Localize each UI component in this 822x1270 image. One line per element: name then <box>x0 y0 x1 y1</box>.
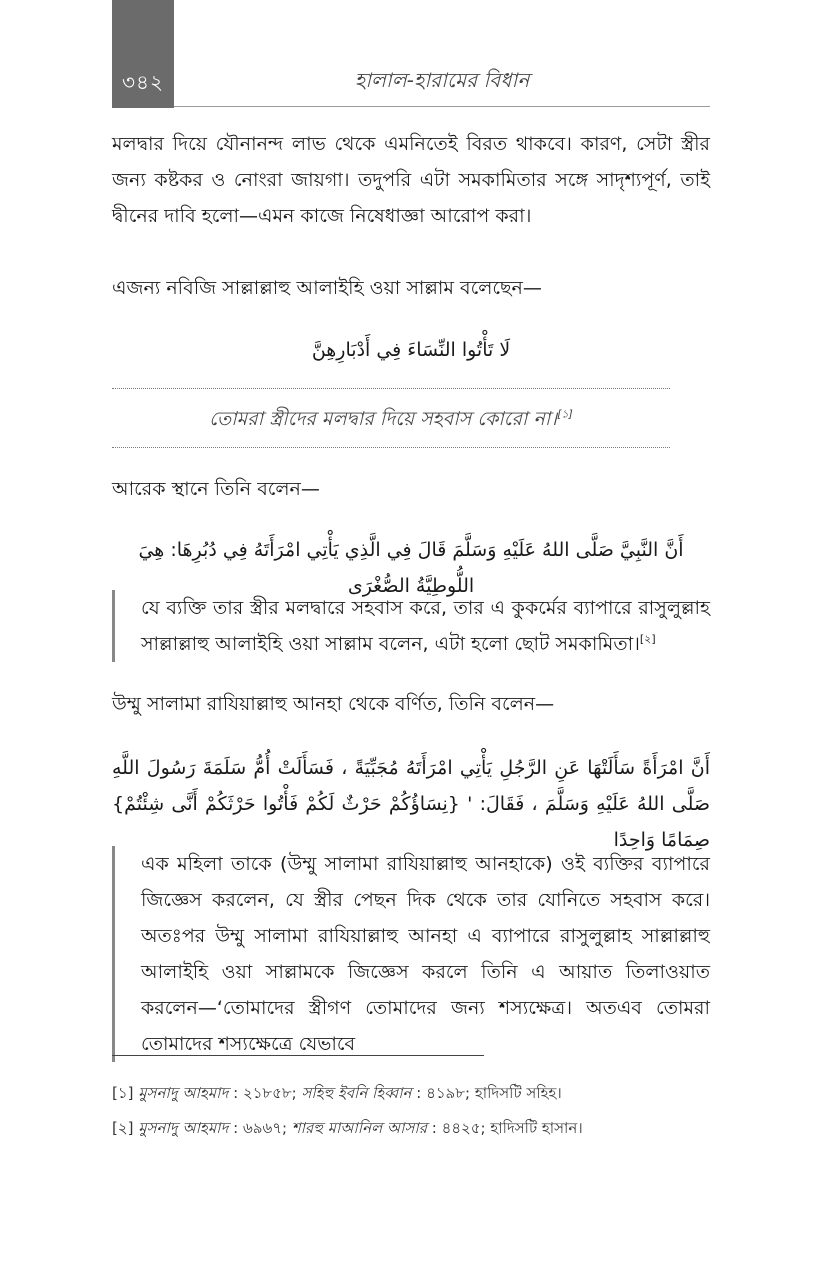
footnote-rule <box>112 1055 484 1056</box>
footnote-ref-1[interactable]: [১] <box>557 407 573 421</box>
footnote-2 <box>112 1117 710 1139</box>
translation-quote-2 <box>112 590 710 662</box>
dotted-rule-top <box>112 388 670 389</box>
arabic-hadith-3: أَنَّ امْرَأَةً سَأَلَتْهَا عَنِ الرَّجُلِ يَأْتِي امْرَأَتَهُ مُجَبِّيَةً ، فَسَأَلَتْ أُمُّ سَلَمَةَ رَسُولَ اللَّهِ صَلَّى اللهُ عَلَيْهِ وَسَلَّمَ ، فَقَالَ: ' {نِسَاؤُكُمْ حَرْثٌ لَكُمْ فَأْتُوا حَرْثَكُمْ أَنَّى شِئْتُمْ} صِمَامًا وَاحِدًا <box>112 757 710 851</box>
intro-3: উম্মু সালামা রাযিয়াল্লাহু আনহা থেকে বর্ণিত, তিনি বলেন— <box>112 693 555 715</box>
paragraph-1: মলদ্বার দিয়ে যৌনানন্দ লাভ থেকে এমনিতেই বিরত থাকবে। কারণ, সেটা স্ত্রীর জন্য কষ্টকর ও নোংরা জায়গা। তদুপরি এটা সমকামিতার সঙ্গে সাদৃশ্যপূর্ণ, তাই দ্বীনের দাবি হলো—এমন কাজে নিষেধাজ্ঞা আরোপ করা। <box>112 133 710 227</box>
footnote-1-ref-2: : ৪১৯৮; হাদিসটি সহিহ। <box>411 1084 562 1102</box>
footnote-1-source-2: সহিহু ইবনি হিব্বান <box>301 1084 412 1102</box>
translation-1 <box>112 404 670 434</box>
running-title: হালাল-হারামের বিধান <box>354 68 530 92</box>
footnote-1 <box>112 1082 710 1104</box>
quote-2-text: যে ব্যক্তি তার স্ত্রীর মলদ্বারে সহবাস করে, তার এ কুকর্মের ব্যাপারে রাসুলুল্লাহ সাল্লাল্লাহু আলাইহি ওয়া সাল্লাম বলেন, এটা হলো ছোট সমকামিতা। <box>141 597 710 655</box>
translation-quote-3: এক মহিলা তাকে (উম্মু সালামা রাযিয়াল্লাহু আনহাকে) ওই ব্যক্তির ব্যাপারে জিজ্ঞেস করলেন, যে স্ত্রীর পেছন দিক থেকে তার যোনিতে সহবাস করে। অতঃপর উম্মু সালামা রাযিয়াল্লাহু আনহা এ ব্যাপারে রাসুলুল্লাহ সাল্লাল্লাহু আলাইহি ওয়া সাল্লামকে জিজ্ঞেস করলে তিনি এ আয়াত তিলাওয়াত করলেন—‘তোমাদের স্ত্রীগণ তোমাদের জন্য শস্যক্ষেত্র। অতএব তোমরা তোমাদের শস্যক্ষেত্রে যেভাবে <box>112 846 710 1062</box>
footnote-2-source-1: মুসনাদু আহমাদ <box>138 1119 229 1137</box>
translation-1-text: তোমরা স্ত্রীদের মলদ্বার দিয়ে সহবাস কোরো না। <box>209 408 558 430</box>
intro-1: এজন্য নবিজি সাল্লাল্লাহু আলাইহি ওয়া সাল্লাম বলেছেন— <box>112 277 542 299</box>
footnote-2-ref-2: : ৪৪২৫; হাদিসটি হাসান। <box>427 1119 583 1137</box>
page-number: ৩৪২ <box>122 70 164 94</box>
footnote-2-source-2: শারহু মাআনিল আসার <box>291 1119 427 1137</box>
footnote-ref-2[interactable]: [২] <box>639 632 656 646</box>
footnote-1-source-1: মুসনাদু আহমাদ <box>138 1084 229 1102</box>
arabic-hadith-2: أَنَّ النَّبِيَّ صَلَّى اللهُ عَلَيْهِ وَسَلَّمَ قَالَ فِي الَّذِي يَأْتِي امْرَأَتَهُ فِي دُبُرِهَا: هِيَ اللُّوطِيَّةُ الصُّغْرَى <box>138 539 684 597</box>
footnote-1-ref-1: : ২১৮৫৮; <box>228 1084 302 1102</box>
footnote-2-marker: [২] <box>112 1119 134 1137</box>
arabic-hadith-1: لَا تَأْتُوا النِّسَاءَ فِي أَدْبَارِهِنَّ <box>311 339 511 361</box>
footnote-2-ref-1: : ৬৯৬৭; <box>228 1119 292 1137</box>
dotted-rule-bottom <box>112 447 670 448</box>
footnote-1-marker: [১] <box>112 1084 134 1102</box>
intro-2: আরেক স্থানে তিনি বলেন— <box>112 478 320 500</box>
header-rule <box>174 106 710 107</box>
